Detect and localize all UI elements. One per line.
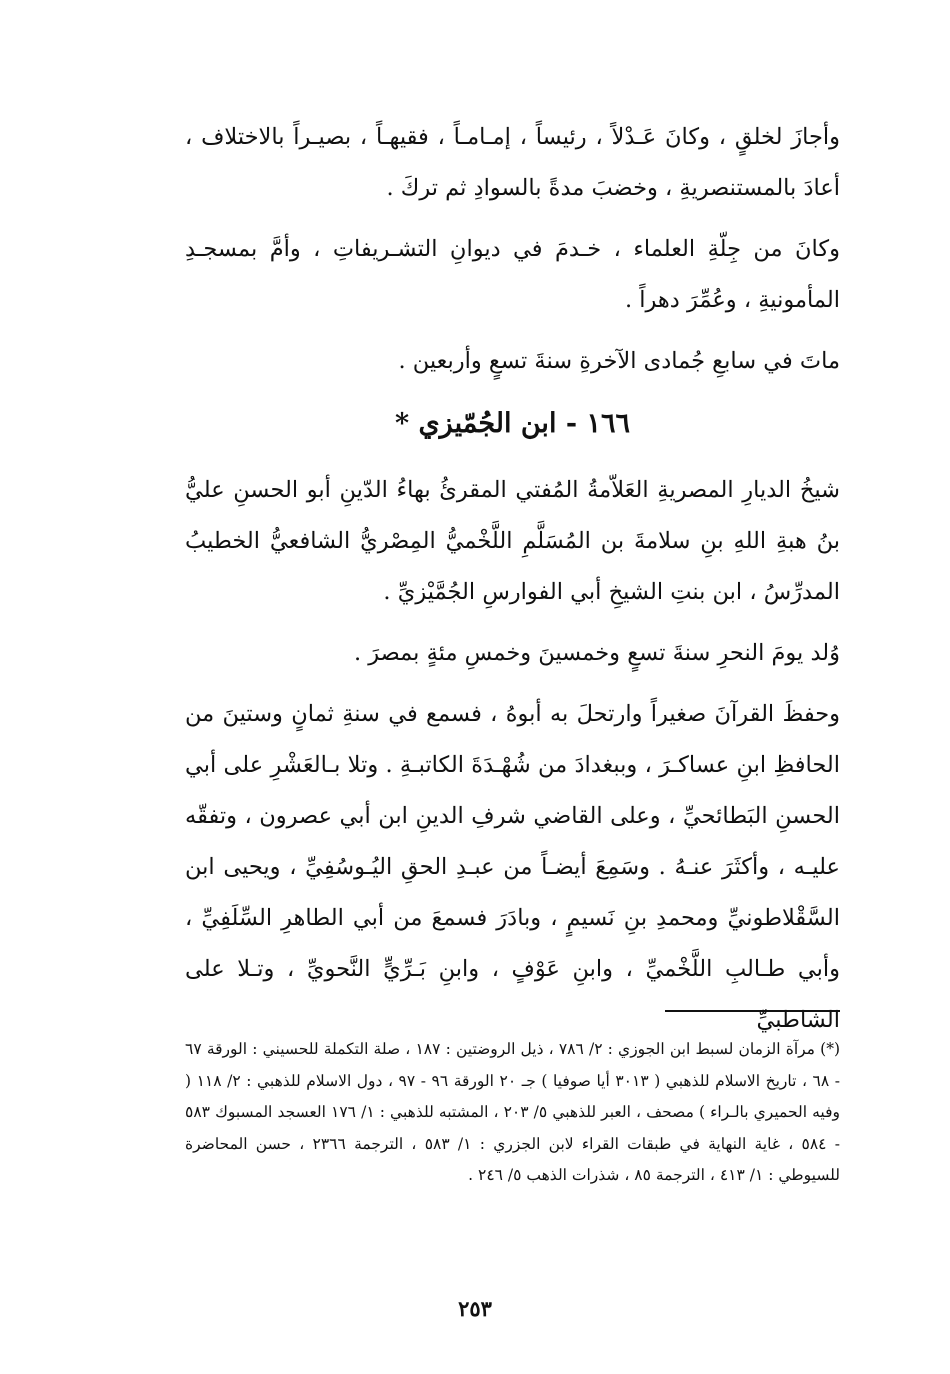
page-number: ٢٥٣ — [458, 1296, 492, 1321]
paragraph: وُلد يومَ النحرِ سنةَ تسعٍ وخمسينَ وخمسِ مئةٍ بمصرَ . — [353, 640, 840, 666]
biography-heading: ١٦٦ - ابن الجُمّيزي * — [395, 408, 630, 439]
main-text — [185, 112, 840, 1056]
paragraph: شيخُ الديارِ المصريةِ العَلاّمةُ المُفتي المقرئُ بهاءُ الدّينِ أبو الحسنِ عليُّ بنُ هبةِ اللهِ بنِ سلامةَ بن المُسَلَّمِ اللَّخْميُّ المِصْريُّ الشافعيُّ الخطيبُ المدرِّسُ ، ابن بنتِ الشيخِ أبي الفوارسِ الجُمَّيْزيِّ . — [185, 477, 840, 605]
paragraph: ماتَ في سابعِ جُمادى الآخرةِ سنةَ تسعٍ وأربعين . — [398, 348, 840, 374]
paragraph: وكانَ من جِلّةِ العلماء ، خـدمَ في ديوانِ التشـريفاتِ ، وأمَّ بمسجـدِ المأمونيةِ ، وعُمِّرَ دهراً . — [185, 236, 840, 313]
paragraph: وحفظَ القرآنَ صغيراً وارتحلَ به أبوهُ ، فسمع في سنةِ ثمانٍ وستينَ من الحافظِ ابنِ عساكـرَ ، وببغدادَ من شُهْـدَةَ الكاتبـةِ . وتلا بـالعَشْرِ على أبي الحسنِ البَطائحيِّ ، وعلى القاضي شرفِ الدينِ ابن أبي عصرون ، وتفقّه عليـه ، وأكثَرَ عنـهُ . وسَمِعَ أيضـاً من عبـدِ الحقِ اليُـوسُفِيِّ ، ويحيى ابن السَّقْلاطونيِّ ومحمدِ بنِ نَسيمٍ ، وبادَرَ فسمعَ من أبي الطاهرِ السِّلَفِيِّ ، وأبي طـالبِ اللَّخْميِّ ، وابنِ عَوْفٍ ، وابنِ بَـرِّيٍّ النَّحويِّ ، وتـلا على الشاطبيِّ — [185, 701, 840, 1033]
paragraph: وأجازَ لخلقٍ ، وكانَ عَـدْلاً ، رئيساً ، إمـامـاً ، فقيهـاً ، بصيـراً بالاختلاف ، أعادَ بالمستنصريةِ ، وخضبَ مدةً بالسوادِ ثم تركَ . — [185, 124, 840, 201]
footnote-divider — [665, 1010, 840, 1012]
footnote: (*) مرآة الزمان لسبط ابن الجوزي : ٢/ ٧٨٦ ، ذيل الروضتين : ١٨٧ ، صلة التكملة للحسيني : الورقة ٦٧ - ٦٨ ، تاريخ الاسلام للذهبي ( ٣٠١٣ أيا صوفيا ) جـ ٢٠ الورقة ٩٦ - ٩٧ ، دول الاسلام للذهبي : ٢/ ١١٨ ( وفيه الحميري بالـراء ) مصحف ، العبر للذهبي ٥/ ٢٠٣ ، المشتبه للذهبي : ١/ ١٧٦ العسجد المسبوك ٥٨٣ - ٥٨٤ ، غاية النهاية في طبقات القراء لابن الجزري : ١/ ٥٨٣ ، الترجمة ٢٣٦٦ ، حسن المحاضرة للسيوطي : ١/ ٤١٣ ، الترجمة ٨٥ ، شذرات الذهب ٥/ ٢٤٦ . — [185, 1040, 840, 1184]
